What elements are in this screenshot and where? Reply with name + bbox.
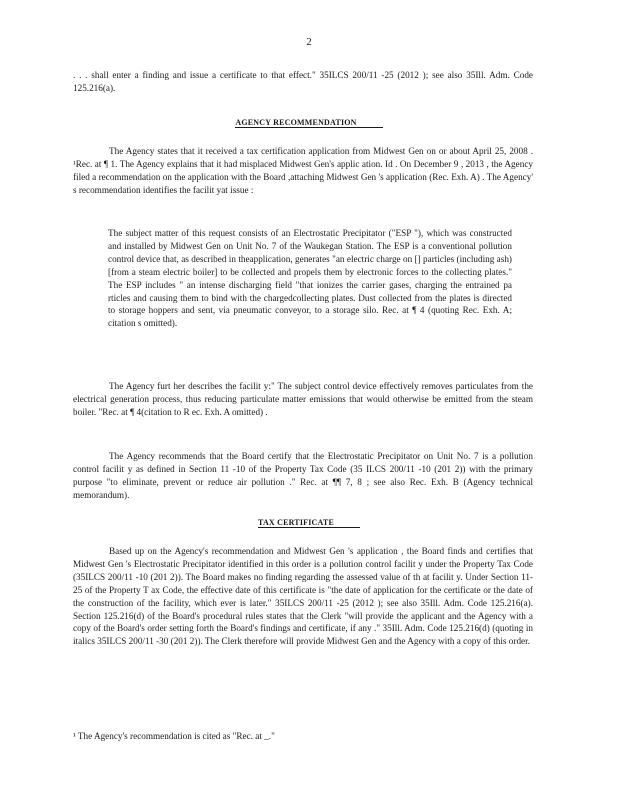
agency-received-paragraph: The Agency states that it received a tax certification application from Midwest Gen on or about April 25, 2008 . ¹Rec. at ¶ 1. The Agency explains that it had misplaced Midwest Gen's applic ation. Id . On December 9 , 2013 , the Agency filed a recommendation on the application with the Board ,attaching Midwest Gen 's application (Rec. Exh. A) . The Agency' s recommendation identifies the facilit yat issue : <box>73 146 533 195</box>
agency-recommendation-heading-text: AGENCY RECOMMENDATION <box>235 118 382 128</box>
agency-describes-paragraph: The Agency furt her describes the facilit y:" The subject control device effectively removes particulates from the electrical generation process, thus reducing particulate matter emissions that would otherwise be emitted from the steam boiler. "Rec. at ¶ 4(citation to R ec. Exh. A omitted) . <box>73 381 533 417</box>
board-finding-paragraph: Based up on the Agency's recommendation and Midwest Gen 's application , the Board finds and certifies that Midwest Gen 's Electrostatic Precipitator identified in this order is a pollution control facilit y under the Property Tax Code (35ILCS 200/11 -10 (201 2)). The Board makes no finding regarding the assessed value of th at facilit y. Under Section 11-25 of the Property T ax Code, the effective date of this certificate is "the date of application for the certificate or the date of the construction of the facility, which ever is later." 35ILCS 200/11 -25 (2012 ); see also 35Ill. Adm. Code 125.216(a). Section 125.216(d) of the Board's procedural rules states that the Clerk "will provide the applicant and the Agency with a copy of the Board's order setting forth the Board's findings and certificate, if any ." 35Ill. Adm. Code 125.216(d) (quoting in italics 35ILCS 200/11 -30 (201 2)). The Clerk therefore will provide Midwest Gen and the Agency with a copy of this order. <box>73 546 533 647</box>
footnote: ¹ The Agency's recommendation is cited as "Rec. at _." <box>73 731 275 741</box>
agency-recommendation-heading <box>0 118 618 128</box>
tax-certificate-heading-text: TAX CERTIFICATE <box>258 518 360 528</box>
tax-certificate-heading <box>0 518 618 528</box>
intro-paragraph: . . . shall enter a finding and issue a certificate to that effect." 35ILCS 200/11 -25 (2012 ); see also 35Ill. Adm. Code 125.216(a). <box>73 70 533 93</box>
esp-block-quote: The subject matter of this request consists of an Electrostatic Precipitator ("ESP "), which was constructed and installed by Midwest Gen on Unit No. 7 of the Waukegan Station. The ESP is a conventional pollution control device that, as described in theapplication, generates "an electric charge on [] particles (including ash) [from a steam electric boiler] to be collected and propels them by electronic forces to the collecting plates." The ESP includes " an intense discharging field "that ionizes the carrier gases, charging the entrained pa rticles and causing them to bind with the chargedcollecting plates. Dust collected from the plates is directed to storage hoppers and sent, via pneumatic conveyor, to a storage silo. Rec. at ¶ 4 (quoting Rec. Exh. A; citation s omitted). <box>108 228 512 329</box>
page-number: 2 <box>306 36 312 48</box>
agency-recommends-paragraph: The Agency recommends that the Board certify that the Electrostatic Precipitator on Unit No. 7 is a pollution control facilit y as defined in Section 11 -10 of the Property Tax Code (35 ILCS 200/11 -10 (201 2)) with the primary purpose "to eliminate, prevent or reduce air pollution ." Rec. at ¶¶ 7, 8 ; see also Rec. Exh. B (Agency technical memorandum). <box>73 451 533 500</box>
